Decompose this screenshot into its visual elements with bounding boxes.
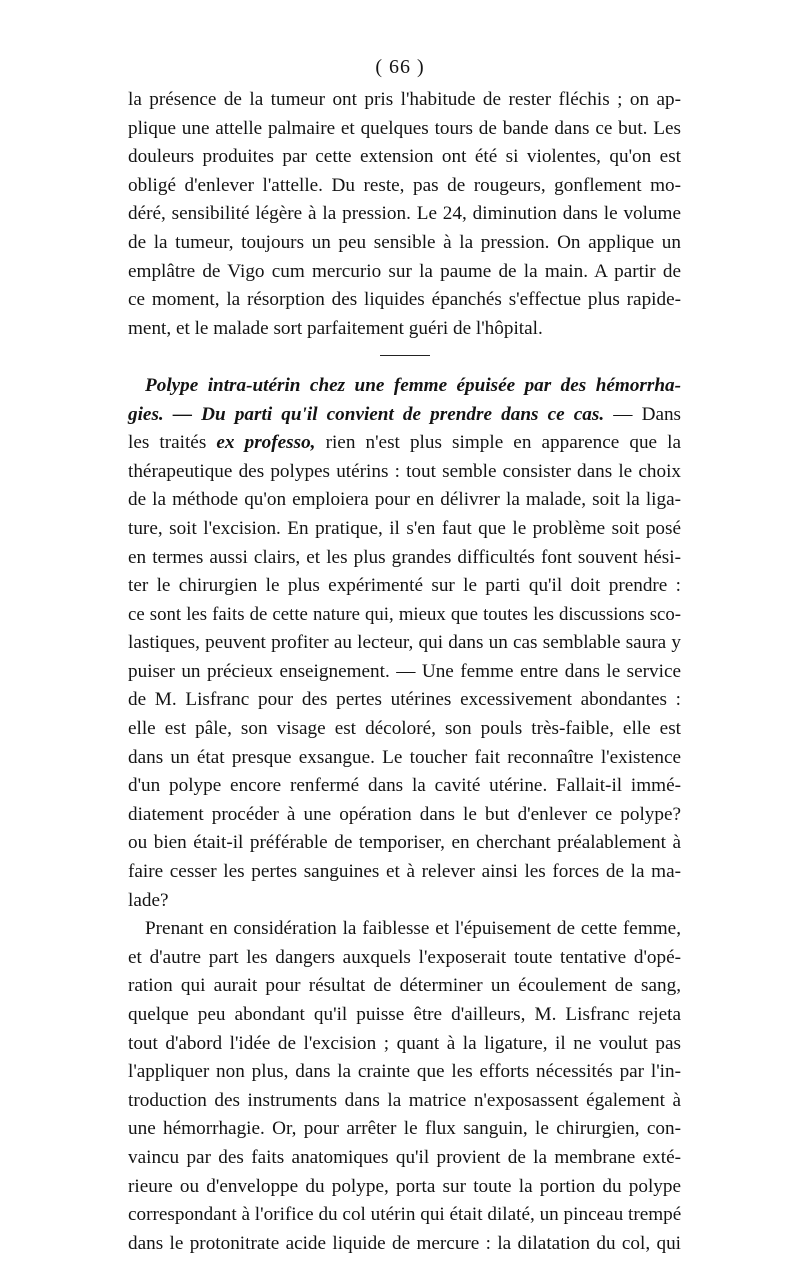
page-number: ( 66 ) — [375, 56, 425, 78]
text-line: ration qui aurait pour résultat de déterminer un écoulement de sang, — [128, 975, 681, 997]
text-line: ment, et le malade sort parfaitement guéri de l'hôpital. — [128, 317, 543, 339]
text-line: correspondant à l'orifice du col utérin qui était dilaté, un pinceau trempé — [128, 1204, 682, 1226]
text-line: lastiques, peuvent profiter au lecteur, qui dans un cas semblable saura y — [128, 632, 681, 654]
text-line: déré, sensibilité légère à la pression. Le 24, diminution dans le volume — [128, 203, 681, 225]
text-line: ter le chirurgien le plus expérimenté sur le parti qu'il doit prendre : — [128, 575, 681, 597]
text-line: obligé d'enlever l'attelle. Du reste, pas de rougeurs, gonflement mo- — [128, 174, 681, 196]
text-line: lade? — [128, 889, 169, 911]
text-line: ce moment, la résorption des liquides épanchés s'effectue plus rapide- — [128, 289, 681, 311]
text-line: l'appliquer non plus, dans la crainte que les efforts nécessités par l'in- — [128, 1061, 681, 1083]
body-text — [128, 86, 681, 1258]
text-line: tout d'abord l'idée de l'excision ; quant à la ligature, il ne voulut pas — [128, 1032, 681, 1054]
text-line: rieure ou d'enveloppe du polype, porta sur toute la portion du polype — [128, 1175, 681, 1197]
text-line: une hémorrhagie. Or, pour arrêter le flux sanguin, le chirurgien, con- — [128, 1118, 681, 1140]
text-line: emplâtre de Vigo cum mercurio sur la paume de la main. A partir de — [128, 260, 681, 282]
text-line: troduction des instruments dans la matrice n'exposassent également à — [128, 1089, 681, 1111]
text-line: diatement procéder à une opération dans le but d'enlever ce polype? — [128, 803, 681, 825]
latin-phrase: ex professo, — [216, 432, 316, 454]
text-line: la présence de la tumeur ont pris l'habitude de rester fléchis ; on ap- — [128, 89, 681, 110]
text-line: douleurs produites par cette extension ont été si violentes, qu'on est — [128, 146, 681, 168]
text-fragment: — Dans — [613, 403, 682, 425]
paragraph-polype-case — [128, 372, 681, 915]
text-line — [128, 401, 681, 430]
section-heading-line — [128, 372, 681, 401]
text-fragment: rien n'est plus simple en apparence que la — [325, 432, 681, 454]
text-line: de la tumeur, toujours un peu sensible à la pression. On applique un — [128, 231, 681, 253]
text-line: et d'autre part les dangers auxquels l'exposerait toute tentative d'opé- — [128, 946, 681, 968]
separator-rule — [380, 355, 430, 356]
text-line: ou bien était-il préférable de temporiser, en cherchant préalablement à — [128, 832, 681, 854]
paragraph-treatment — [128, 915, 681, 1258]
text-fragment: les traités — [128, 432, 207, 454]
text-line: de la méthode qu'on emploiera pour en délivrer la malade, soit la liga- — [128, 489, 681, 511]
text-line: Prenant en considération la faiblesse et l'épuisement de cette femme, — [145, 918, 681, 940]
text-line: ce sont les faits de cette nature qui, mieux que toutes les discussions sco- — [128, 603, 681, 625]
text-line: vaincu par des faits anatomiques qu'il provient de la membrane exté- — [128, 1146, 681, 1168]
text-line: dans le protonitrate acide liquide de mercure : la dilatation du col, qui — [128, 1232, 681, 1254]
text-line: en termes aussi clairs, et les plus grandes difficultés font souvent hési- — [128, 546, 681, 568]
section-subheading: Du parti qu'il convient de prendre dans ce cas. — [201, 403, 605, 425]
section-heading: Polype intra-utérin chez une femme épuisée par des hémorrha- — [145, 374, 681, 396]
text-line: dans un état presque exsangue. Le toucher fait reconnaître l'existence — [128, 746, 681, 768]
text-line: thérapeutique des polypes utérins : tout semble consister dans le choix — [128, 460, 681, 482]
text-line: de M. Lisfranc pour des pertes utérines excessivement abondantes : — [128, 689, 681, 711]
text-line: quelque peu abondant qu'il puisse être d'ailleurs, M. Lisfranc rejeta — [128, 1004, 681, 1025]
paragraph-continued-case — [128, 86, 681, 343]
text-line: elle est pâle, son visage est décoloré, son pouls très-faible, elle est — [128, 718, 681, 740]
text-line: plique une attelle palmaire et quelques tours de bande dans ce but. Les — [128, 117, 681, 139]
text-line: ture, soit l'excision. En pratique, il s'en faut que le problème soit posé — [128, 517, 681, 539]
text-line: d'un polype encore renfermé dans la cavité utérine. Fallait-il immé- — [128, 775, 681, 797]
text-line — [128, 429, 681, 458]
section-heading-end: gies. — — [128, 403, 193, 425]
text-line: puiser un précieux enseignement. — Une femme entre dans le service — [128, 660, 681, 682]
text-line: faire cesser les pertes sanguines et à relever ainsi les forces de la ma- — [128, 861, 681, 883]
section-divider — [128, 343, 681, 372]
